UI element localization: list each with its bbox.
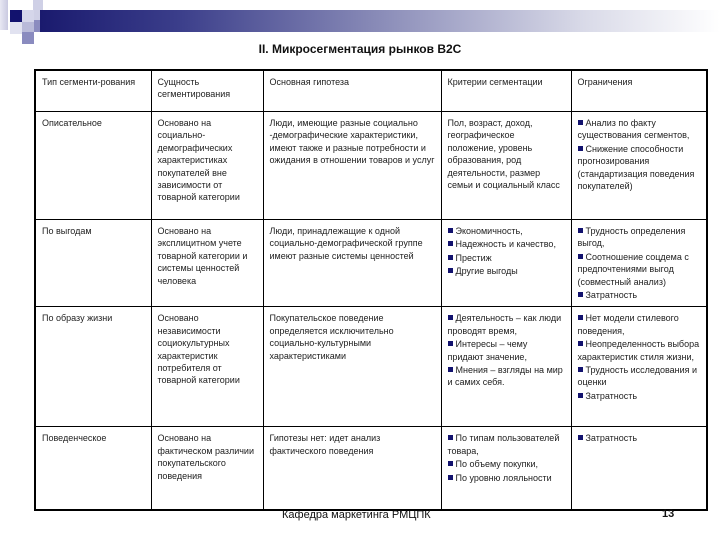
cell-hypothesis: Гипотезы нет: идет анализ фактического поведения [263, 427, 441, 511]
bullet-item: Надежность и качество, [448, 238, 565, 250]
cell-essence: Основано независимости социокультурных характеристик потребителя от товарной категории [151, 307, 263, 427]
slide-title: II. Микросегментация рынков B2C [258, 42, 462, 56]
cell-criteria [441, 307, 571, 427]
cell-hypothesis: Люди, принадлежащие к одной социально-демографической группе имеют разные системы ценностей [263, 220, 441, 307]
bullet-item: Снижение способности прогнозирования (стандартизация поведения покупателей) [578, 143, 701, 193]
page-number: 13 [662, 508, 675, 520]
column-header-type: Тип сегменти-рования [35, 70, 151, 112]
bullet-item: Престиж [448, 252, 565, 264]
table-row [35, 307, 707, 427]
footer-department: Кафедра маркетинга РМЦПК [282, 509, 431, 521]
column-header-hypothesis: Основная гипотеза [263, 70, 441, 112]
cell-type: Описательное [35, 112, 151, 220]
table-header-row [35, 70, 707, 112]
cell-limits [571, 307, 707, 427]
decor-square-dark [10, 10, 22, 22]
decor-square [10, 22, 22, 34]
cell-criteria [441, 427, 571, 511]
cell-hypothesis: Покупательское поведение определяется исключительно социально-культурными характеристиками [263, 307, 441, 427]
bullet-item: Соотношение соцдема с предпочтениями выгод (совместный анализ) [578, 251, 701, 288]
bullet-item: Затратность [578, 432, 701, 444]
segmentation-table [34, 69, 708, 511]
bullet-item: Неопределенность выбора характеристик стиля жизни, [577, 339, 700, 362]
bullet-item: Затратность [578, 390, 701, 402]
bullet-item: По уровню лояльности [448, 472, 565, 484]
cell-type: По образу жизни [35, 307, 151, 427]
bullet-item: Трудность определения выгод, [578, 225, 701, 250]
bullet-item: Экономичность, [448, 225, 565, 237]
bullet-item: Интересы – чему придают значение, [448, 338, 565, 363]
cell-limits [571, 220, 707, 307]
bullet-item: По объему покупки, [448, 458, 565, 470]
bullet-item: Нет модели стилевого поведения, [578, 312, 701, 337]
title-banner-gradient [40, 10, 720, 32]
bullet-item: По типам пользователей товара, [448, 432, 565, 457]
bullet-item: Затратность [578, 289, 701, 301]
cell-type: Поведенческое [35, 427, 151, 511]
cell-hypothesis: Люди, имеющие разные социально -демографические характеристики, имеют также и разные потребности и ожидания в отношении товаров и услуг [263, 112, 441, 220]
cell-limits [571, 427, 707, 511]
cell-criteria [441, 220, 571, 307]
bullet-item: Трудность исследования и оценки [578, 364, 701, 389]
bullet-item: Деятельность – как люди проводят время, [448, 312, 565, 337]
column-header-essence: Сущность сегментирования [151, 70, 263, 112]
cell-essence: Основано на фактическом различии покупательского поведения [151, 427, 263, 511]
cell-criteria: Пол, возраст, доход, географическое положение, уровень образования, род деятельности, размер семьи и социальный класс [441, 112, 571, 220]
cell-type: По выгодам [35, 220, 151, 307]
cell-limits [571, 112, 707, 220]
table-row [35, 427, 707, 511]
decor-square [0, 0, 8, 30]
decor-square [22, 10, 34, 22]
column-header-criteria: Критерии сегментации [441, 70, 571, 112]
table-row [35, 220, 707, 307]
cell-essence: Основано на эксплицитном учете товарной категории и системы ценностей человека [151, 220, 263, 307]
cell-essence: Основано на социально-демографических характеристиках покупателей вне зависимости от товарной категории [151, 112, 263, 220]
table-row [35, 112, 707, 220]
column-header-limits: Ограничения [571, 70, 707, 112]
bullet-item: Другие выгоды [448, 265, 565, 277]
bullet-item: Анализ по факту существования сегментов, [578, 117, 701, 142]
bullet-item: Мнения – взгляды на мир и самих себя. [447, 365, 563, 388]
